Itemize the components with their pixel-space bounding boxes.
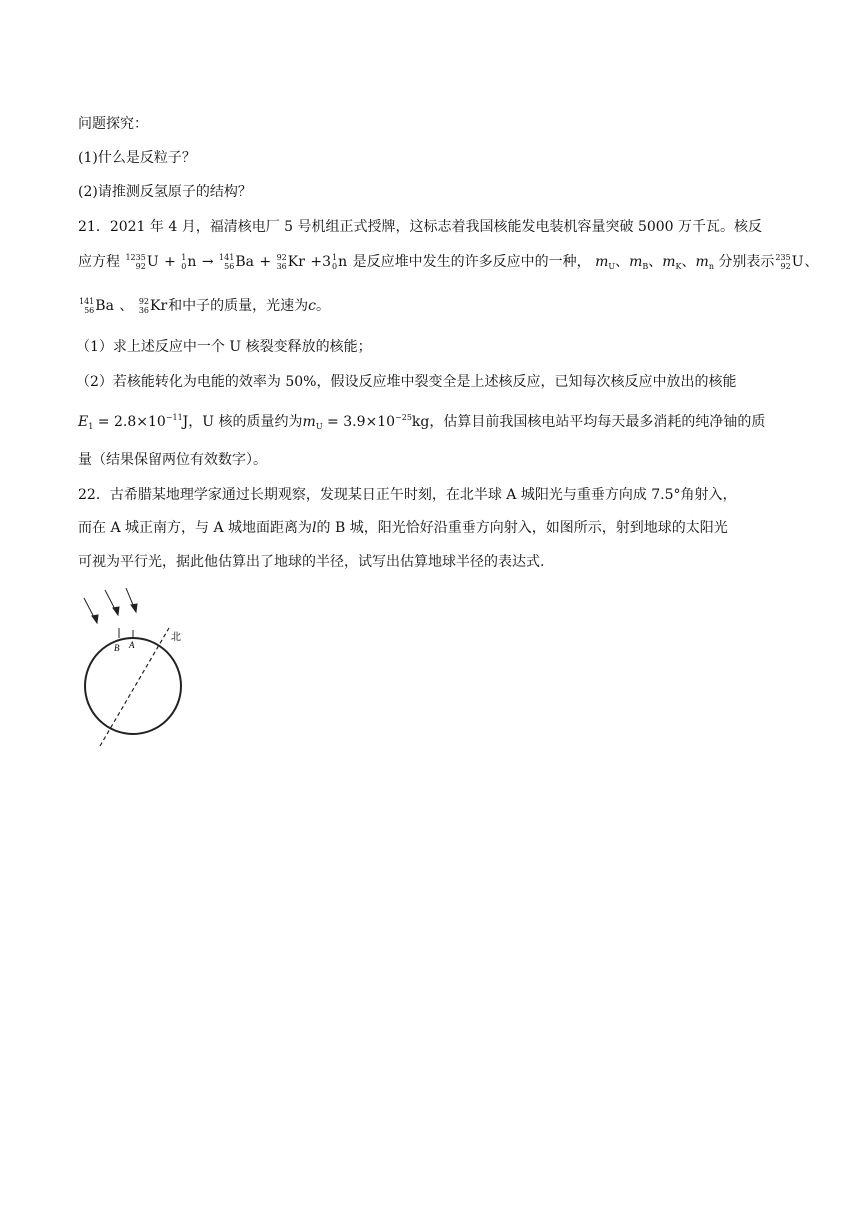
krypton-nuclide: 92 36 Kr — [276, 253, 305, 271]
mass-sub-n: n — [708, 262, 714, 271]
line-6-text: ，估算目前我国核电站平均每天最多消耗的纯净铀的质 — [429, 414, 766, 430]
plus-sign: + — [259, 254, 272, 270]
barium-nuclide: 141 56 Ba — [79, 297, 114, 315]
separator: 、 — [804, 254, 819, 270]
energy-symbol: E — [78, 414, 89, 430]
earth-circle — [85, 638, 181, 734]
problem-21-line-3 — [78, 297, 330, 315]
problem-21-line-7: 量（结果保留两位有效数字）。 — [78, 452, 267, 468]
reaction-arrow: → — [201, 254, 214, 270]
mass-value: = 3.9×10 — [322, 414, 396, 430]
problem-22-line-3: 可视为平行光，据此他估算出了地球的半径，试写出估算地球半径的表达式. — [78, 554, 545, 570]
ray-arrowhead-3 — [131, 604, 137, 612]
uranium-235-nuclide: 235 92 U — [775, 253, 804, 271]
mass-sub-b: B — [642, 262, 649, 271]
energy-value: = 2.8×10 — [93, 414, 166, 430]
line-2-text-b: 的 B 城，阳光恰好沿重垂方向射入，如图所示，射到地球的太阳光 — [316, 520, 728, 536]
energy-unit-text: J，U 核的质量约为 — [182, 414, 303, 430]
line-3-text: 和中子的质量，光速为 — [168, 298, 309, 314]
problem-21-line-2 — [78, 253, 819, 276]
label-a: A — [129, 640, 135, 650]
mass-exponent: −25 — [395, 413, 412, 422]
krypton-nuclide: 92 36 Kr — [138, 297, 168, 315]
mass-sub-u: U — [608, 262, 616, 271]
line-2-text-a: 而在 A 城正南方，与 A 城地面距离为 — [78, 520, 313, 536]
barium-nuclide: 141 56 Ba — [219, 253, 254, 271]
mass-symbol: m — [662, 254, 676, 270]
plus-sign: + — [164, 254, 176, 270]
energy-exponent: −11 — [165, 413, 183, 422]
distance-symbol: l — [312, 520, 317, 536]
mass-sub: U — [315, 422, 323, 431]
problem-22-line-2 — [78, 519, 728, 537]
label-b: B — [114, 643, 120, 653]
ray-arrowhead-1 — [92, 615, 98, 623]
tail-text: 分别表示 — [718, 254, 775, 270]
mass-symbol: m — [302, 414, 316, 430]
light-speed-symbol: c — [308, 298, 317, 314]
mass-sub-k: K — [675, 262, 682, 271]
section-title: 问题探究： — [78, 116, 148, 132]
mass-symbol: m — [629, 254, 643, 270]
plus-three: +3 — [310, 254, 332, 270]
neutron-nuclide: 1 0 n — [181, 253, 197, 271]
problem-21-line-6 — [78, 409, 765, 436]
mass-symbol: m — [695, 254, 709, 270]
energy-sub: 1 — [88, 422, 94, 431]
mid-text: 是反应堆中发生的许多反应中的一种， — [352, 254, 591, 270]
uranium-nuclide: 1235 92 U — [125, 253, 159, 271]
sun-rays — [84, 588, 137, 623]
label-north: 北 — [171, 632, 181, 643]
neutron-nuclide-2: 1 0 n — [332, 253, 348, 271]
separator: 、 — [681, 254, 696, 270]
separator: 、 — [119, 298, 134, 314]
ray-arrowhead-2 — [113, 607, 119, 615]
mass-symbol: m — [595, 254, 609, 270]
question-2: (2)请推测反氢原子的结构？ — [78, 184, 252, 200]
separator: 、 — [615, 254, 630, 270]
mass-unit: kg — [411, 414, 430, 430]
period: 。 — [316, 298, 331, 314]
prefix-text: 应方程 — [78, 254, 120, 270]
earth-diagram — [80, 588, 210, 753]
problem-22-line-1: 22．古希腊某地理学家通过长期观察，发现某日正午时刻，在北半球 A 城阳光与重垂方向成 7.5°角射入， — [78, 487, 737, 503]
problem-21-sub-1: （1）求上述反应中一个 U 核裂变释放的核能； — [76, 339, 372, 355]
question-1: (1)什么是反粒子？ — [78, 150, 196, 166]
problem-21-line-1: 21．2021 年 4 月，福清核电厂 5 号机组正式授牌，这标志着我国核能发电装机容量突破 5000 万千瓦。核反 — [78, 219, 763, 235]
separator: 、 — [648, 254, 663, 270]
problem-21-sub-2: （2）若核能转化为电能的效率为 50%，假设反应堆中裂变全是上述核反应，已知每次核反应中放出的核能 — [76, 374, 737, 390]
